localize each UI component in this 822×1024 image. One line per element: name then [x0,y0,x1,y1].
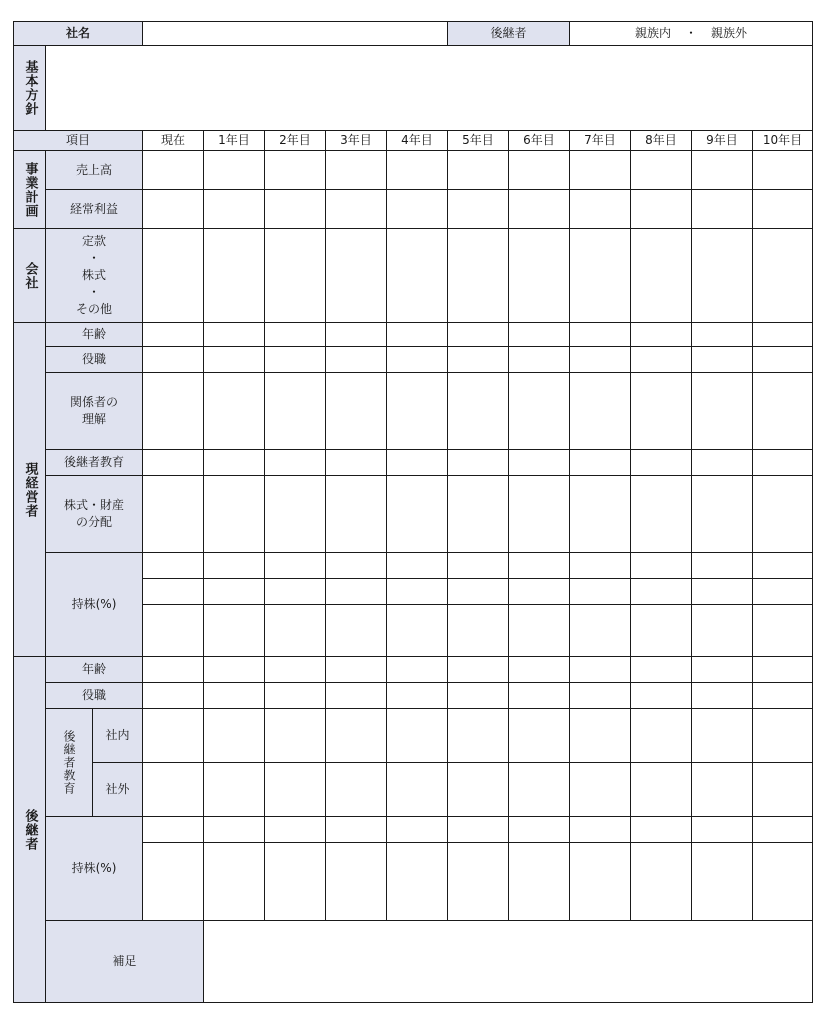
grid-cell[interactable] [753,843,813,921]
grid-cell[interactable] [448,817,509,843]
grid-cell[interactable] [570,323,631,347]
grid-cell[interactable] [631,373,692,450]
grid-cell[interactable] [631,151,692,190]
grid-cell[interactable] [448,476,509,553]
grid-cell[interactable] [387,450,448,476]
grid-cell[interactable] [692,553,753,579]
asset-line-1: 株式・財産 [63,498,124,512]
year-header-8: 8年目 [631,131,692,151]
grid-cell[interactable] [509,347,570,373]
grid-cell[interactable] [692,476,753,553]
grid-cell[interactable] [509,817,570,843]
row-label-su-age: 年齢 [46,657,143,683]
grid-cell[interactable] [692,763,753,817]
grid-cell[interactable] [570,347,631,373]
year-header-4: 4年目 [387,131,448,151]
grid-cell[interactable] [631,347,692,373]
grid-cell[interactable] [448,709,509,763]
grid-cell[interactable] [570,579,631,605]
successor-label: 後継者 [448,22,570,46]
grid-cell[interactable] [143,605,204,657]
grid-cell[interactable] [326,553,387,579]
grid-cell[interactable] [265,450,326,476]
grid-cell[interactable] [387,763,448,817]
grid-cell[interactable] [143,373,204,450]
grid-cell[interactable] [204,476,265,553]
grid-cell[interactable] [570,683,631,709]
grid-cell[interactable] [204,450,265,476]
grid-cell[interactable] [509,151,570,190]
grid-cell[interactable] [143,683,204,709]
grid-cell[interactable] [143,579,204,605]
row-label-cm-position: 役職 [46,347,143,373]
grid-cell[interactable] [204,347,265,373]
row-label-external: 社外 [93,763,143,817]
row-label-ordinary-profit: 経常利益 [46,190,143,229]
grid-cell[interactable] [631,579,692,605]
grid-cell[interactable] [448,553,509,579]
grid-cell[interactable] [692,709,753,763]
year-header-6: 6年目 [509,131,570,151]
line-articles: 定款 [81,234,106,248]
grid-cell[interactable] [326,579,387,605]
grid-cell[interactable] [204,657,265,683]
grid-cell[interactable] [265,229,326,323]
grid-cell[interactable] [448,763,509,817]
basic-policy-label: 基本方針 [14,46,46,131]
row-label-asset-distribution [46,476,143,553]
line-dot-1: ・ [87,251,100,265]
grid-cell[interactable] [753,476,813,553]
grid-cell[interactable] [265,683,326,709]
grid-cell[interactable] [753,151,813,190]
grid-cell[interactable] [265,323,326,347]
successor-education-label: 後継者教育 [46,709,93,817]
grid-cell[interactable] [753,450,813,476]
grid-cell[interactable] [570,605,631,657]
row-label-sales: 売上高 [46,151,143,190]
grid-cell[interactable] [326,347,387,373]
grid-cell[interactable] [326,323,387,347]
grid-cell[interactable] [509,190,570,229]
item-column-header: 項目 [14,131,143,151]
succession-plan-table [13,21,813,1003]
grid-cell[interactable] [631,229,692,323]
grid-cell[interactable] [509,709,570,763]
grid-cell[interactable] [570,450,631,476]
stakeholder-line-2: 理解 [81,412,106,426]
grid-cell[interactable] [692,817,753,843]
grid-cell[interactable] [265,553,326,579]
grid-cell[interactable] [387,709,448,763]
grid-cell[interactable] [509,579,570,605]
grid-cell[interactable] [326,817,387,843]
grid-cell[interactable] [448,229,509,323]
company-name-label: 社名 [14,22,143,46]
grid-cell[interactable] [387,843,448,921]
grid-cell[interactable] [326,450,387,476]
grid-cell[interactable] [204,151,265,190]
grid-cell[interactable] [326,190,387,229]
grid-cell[interactable] [509,450,570,476]
grid-cell[interactable] [326,373,387,450]
grid-cell[interactable] [570,190,631,229]
grid-cell[interactable] [509,657,570,683]
grid-cell[interactable] [326,151,387,190]
grid-cell[interactable] [753,229,813,323]
grid-cell[interactable] [448,843,509,921]
notes-field[interactable] [204,921,813,1003]
business-plan-label: 事業計画 [14,151,46,229]
grid-cell[interactable] [326,229,387,323]
grid-cell[interactable] [570,657,631,683]
grid-cell[interactable] [387,190,448,229]
grid-cell[interactable] [753,763,813,817]
grid-cell[interactable] [143,347,204,373]
grid-cell[interactable] [265,373,326,450]
grid-cell[interactable] [631,683,692,709]
grid-cell[interactable] [204,229,265,323]
grid-cell[interactable] [570,709,631,763]
grid-cell[interactable] [692,657,753,683]
grid-cell[interactable] [265,843,326,921]
grid-cell[interactable] [753,323,813,347]
grid-cell[interactable] [448,683,509,709]
grid-cell[interactable] [753,817,813,843]
grid-cell[interactable] [753,657,813,683]
grid-cell[interactable] [326,763,387,817]
company-name-field[interactable] [143,22,448,46]
option-family-inside[interactable]: 親族内 [634,26,671,40]
grid-cell[interactable] [265,151,326,190]
grid-cell[interactable] [265,605,326,657]
grid-cell[interactable] [448,347,509,373]
grid-cell[interactable] [204,763,265,817]
year-header-0: 現在 [143,131,204,151]
grid-cell[interactable] [448,605,509,657]
grid-cell[interactable] [570,476,631,553]
grid-cell[interactable] [387,579,448,605]
grid-cell[interactable] [143,553,204,579]
grid-cell[interactable] [387,605,448,657]
grid-cell[interactable] [143,709,204,763]
grid-cell[interactable] [509,476,570,553]
grid-cell[interactable] [509,605,570,657]
grid-cell[interactable] [692,190,753,229]
grid-cell[interactable] [509,763,570,817]
grid-cell[interactable] [265,657,326,683]
grid-cell[interactable] [631,709,692,763]
row-label-stakeholder-understanding [46,373,143,450]
grid-cell[interactable] [448,323,509,347]
grid-cell[interactable] [387,229,448,323]
grid-cell[interactable] [387,373,448,450]
grid-cell[interactable] [387,323,448,347]
grid-cell[interactable] [692,229,753,323]
grid-cell[interactable] [204,553,265,579]
grid-cell[interactable] [631,190,692,229]
grid-cell[interactable] [448,151,509,190]
grid-cell[interactable] [570,553,631,579]
grid-cell[interactable] [265,579,326,605]
grid-cell[interactable] [692,450,753,476]
grid-cell[interactable] [509,323,570,347]
grid-cell[interactable] [692,683,753,709]
grid-cell[interactable] [143,817,204,843]
grid-cell[interactable] [753,553,813,579]
row-label-su-position: 役職 [46,683,143,709]
succession-plan-sheet [13,21,813,1003]
grid-cell[interactable] [143,450,204,476]
grid-cell[interactable] [143,843,204,921]
row-label-su-shareholding: 持株(%) [46,817,143,921]
grid-cell[interactable] [631,476,692,553]
grid-cell[interactable] [570,151,631,190]
grid-cell[interactable] [143,657,204,683]
grid-cell[interactable] [265,347,326,373]
current-manager-label: 現経営者 [14,323,46,657]
grid-cell[interactable] [387,553,448,579]
grid-cell[interactable] [692,373,753,450]
grid-cell[interactable] [692,347,753,373]
grid-cell[interactable] [265,709,326,763]
grid-cell[interactable] [753,709,813,763]
grid-cell[interactable] [570,229,631,323]
grid-cell[interactable] [570,763,631,817]
grid-cell[interactable] [265,817,326,843]
grid-cell[interactable] [753,190,813,229]
option-family-outside[interactable]: 親族外 [711,26,748,40]
row-label-articles-shares-other [46,229,143,323]
grid-cell[interactable] [631,817,692,843]
option-separator: ・ [684,26,697,40]
grid-cell[interactable] [570,373,631,450]
grid-cell[interactable] [570,817,631,843]
grid-cell[interactable] [448,657,509,683]
grid-cell[interactable] [143,323,204,347]
grid-cell[interactable] [448,450,509,476]
successor-section-label: 後継者 [14,657,46,1003]
grid-cell[interactable] [631,763,692,817]
year-header-2: 2年目 [265,131,326,151]
grid-cell[interactable] [570,843,631,921]
grid-cell[interactable] [204,709,265,763]
grid-cell[interactable] [692,605,753,657]
row-label-cm-shareholding: 持株(%) [46,553,143,657]
row-label-successor-education: 後継者教育 [46,450,143,476]
grid-cell[interactable] [692,323,753,347]
year-header-9: 9年目 [692,131,753,151]
grid-cell[interactable] [143,763,204,817]
grid-cell[interactable] [204,605,265,657]
grid-cell[interactable] [387,347,448,373]
grid-cell[interactable] [204,843,265,921]
grid-cell[interactable] [387,683,448,709]
grid-cell[interactable] [265,476,326,553]
grid-cell[interactable] [143,476,204,553]
line-dot-2: ・ [87,285,100,299]
grid-cell[interactable] [387,476,448,553]
row-label-cm-age: 年齢 [46,323,143,347]
company-label: 会社 [14,229,46,323]
grid-cell[interactable] [753,683,813,709]
year-header-7: 7年目 [570,131,631,151]
stakeholder-line-1: 関係者の [69,395,118,409]
grid-cell[interactable] [631,553,692,579]
line-shares: 株式 [81,268,106,282]
grid-cell[interactable] [265,763,326,817]
grid-cell[interactable] [509,553,570,579]
grid-cell[interactable] [448,373,509,450]
grid-cell[interactable] [631,605,692,657]
grid-cell[interactable] [143,151,204,190]
grid-cell[interactable] [448,190,509,229]
grid-cell[interactable] [326,683,387,709]
grid-cell[interactable] [326,605,387,657]
grid-cell[interactable] [204,373,265,450]
grid-cell[interactable] [692,843,753,921]
grid-cell[interactable] [204,323,265,347]
grid-cell[interactable] [387,151,448,190]
grid-cell[interactable] [326,476,387,553]
grid-cell[interactable] [326,709,387,763]
year-header-5: 5年目 [448,131,509,151]
grid-cell[interactable] [204,579,265,605]
grid-cell[interactable] [265,190,326,229]
grid-cell[interactable] [326,657,387,683]
grid-cell[interactable] [448,579,509,605]
grid-cell[interactable] [509,373,570,450]
year-header-3: 3年目 [326,131,387,151]
grid-cell[interactable] [509,843,570,921]
grid-cell[interactable] [387,657,448,683]
grid-cell[interactable] [753,605,813,657]
grid-cell[interactable] [753,347,813,373]
grid-cell[interactable] [143,229,204,323]
notes-label: 補足 [46,921,204,1003]
successor-type-options[interactable] [570,22,813,46]
grid-cell[interactable] [631,450,692,476]
grid-cell[interactable] [753,373,813,450]
line-other: その他 [75,302,112,316]
grid-cell[interactable] [509,683,570,709]
grid-cell[interactable] [204,190,265,229]
grid-cell[interactable] [692,151,753,190]
year-header-10: 10年目 [753,131,813,151]
year-header-1: 1年目 [204,131,265,151]
grid-cell[interactable] [204,683,265,709]
basic-policy-field[interactable] [46,46,813,131]
row-label-internal: 社内 [93,709,143,763]
grid-cell[interactable] [631,843,692,921]
grid-cell[interactable] [753,579,813,605]
asset-line-2: の分配 [75,515,112,529]
grid-cell[interactable] [692,579,753,605]
grid-cell[interactable] [204,817,265,843]
grid-cell[interactable] [143,190,204,229]
grid-cell[interactable] [631,657,692,683]
grid-cell[interactable] [509,229,570,323]
grid-cell[interactable] [326,843,387,921]
grid-cell[interactable] [387,817,448,843]
grid-cell[interactable] [631,323,692,347]
